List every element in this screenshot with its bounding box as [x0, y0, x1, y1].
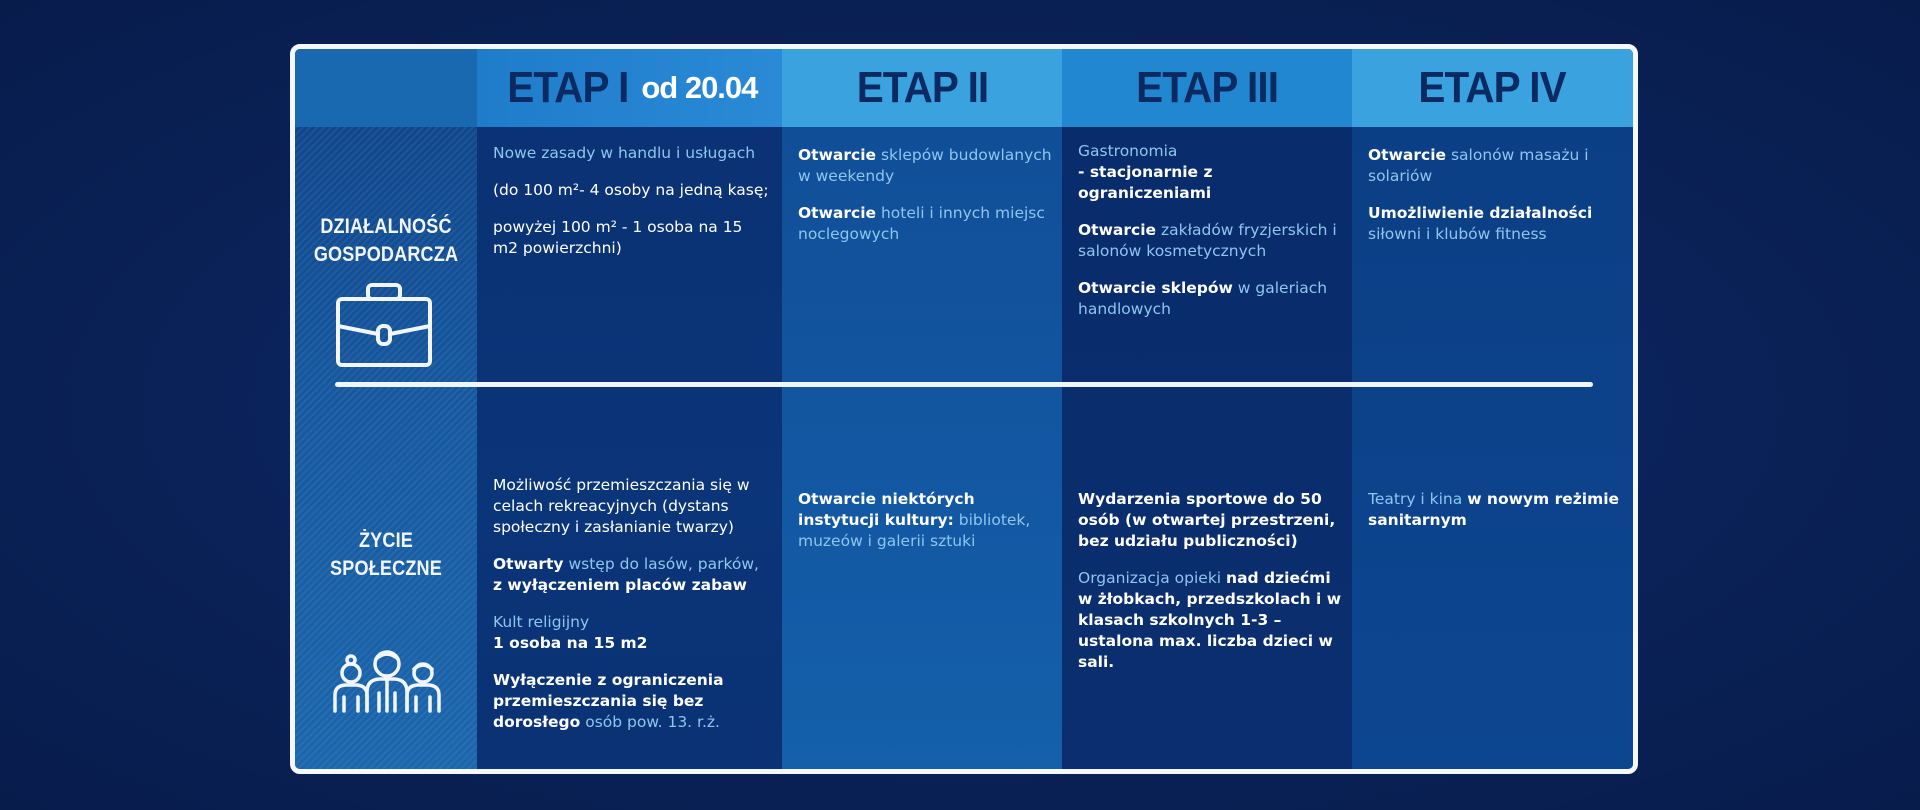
etap1-social-rest-2: z wyłączeniem placów zabaw: [493, 576, 747, 594]
etap2-business-bold-2: Otwarcie: [798, 204, 877, 222]
etap4-social-light-1: Teatry i kina: [1368, 490, 1463, 508]
etap2-business-text-2: [798, 203, 1052, 245]
etap4-business-text-1: [1368, 145, 1623, 187]
etap-4-social-cell: [1368, 489, 1623, 547]
etap1-social-light-4: osób pow. 13. r.ż.: [585, 713, 720, 731]
etap4-business-light-1: salonów masażu i solariów: [1368, 146, 1589, 185]
etap-2-social-cell: [798, 489, 1052, 568]
header-etap-1: [477, 49, 782, 127]
etap2-social-bold-1: Otwarcie niektórych instytucji kultury:: [798, 490, 975, 529]
briefcase-icon: [334, 282, 434, 368]
etap3-social-light-2: Organizacja opieki: [1078, 569, 1222, 587]
etap1-business-text-1: Nowe zasady w handlu i usługach: [493, 144, 756, 162]
header-etap-2: [782, 49, 1062, 127]
etap-3-column: [1062, 127, 1352, 769]
etap3-business-light-2: zakładów fryzjerskich i salonów kosmetycznych: [1078, 221, 1337, 260]
etap2-business-text-1: [798, 145, 1052, 187]
etap-1-date: od 20.04: [641, 70, 758, 105]
social-label-line2: SPOŁECZNE: [330, 557, 442, 580]
etap1-social-text-3: [493, 612, 772, 654]
etap-1-business-cell: [493, 143, 772, 275]
social-label-line1: ŻYCIE: [358, 529, 414, 552]
header-corner: [295, 49, 477, 127]
etap-3-social-cell: [1078, 489, 1342, 689]
etap1-social-light-2b: parków,: [697, 555, 759, 573]
etap3-business-text-1: [1078, 141, 1342, 204]
header-etap-3: [1062, 49, 1352, 127]
etap1-social-bold-4: Wyłączenie z ograniczenia przemieszczania się bez dorosłego: [493, 671, 724, 731]
etap1-social-bold-2: Otwarty: [493, 555, 564, 573]
etap3-business-text-2: [1078, 220, 1342, 262]
etap-3-title: ETAP III: [1136, 63, 1278, 112]
etap3-business-bold-3: Otwarcie sklepów: [1078, 279, 1233, 297]
etap2-social-light-1: bibliotek, muzeów i galerii sztuki: [798, 511, 1031, 550]
etap1-social-text-1: Możliwość przemieszczania się w celach rekreacyjnych (dystans społeczny i zasłanianie twarzy): [493, 476, 750, 536]
header-etap-4: [1352, 49, 1633, 127]
etap4-business-light-2: siłowni i klubów fitness: [1368, 225, 1547, 243]
etap4-business-bold-2: Umożliwienie działalności: [1368, 204, 1593, 222]
stages-table: [290, 44, 1638, 774]
etap4-business-text-2: [1368, 203, 1623, 245]
etap2-business-bold-1: Otwarcie: [798, 146, 877, 164]
etap3-business-bold-2: Otwarcie: [1078, 221, 1157, 239]
etap3-social-text-2: [1078, 568, 1342, 673]
section-label-business: [308, 213, 465, 269]
etap-4-title: ETAP IV: [1418, 63, 1567, 112]
etap1-social-text-2: [493, 554, 772, 596]
business-label-line2: GOSPODARCZA: [313, 243, 459, 266]
etap-4-column: [1352, 127, 1633, 769]
etap3-business-text-3: [1078, 278, 1342, 320]
etap2-social-text-1: [798, 489, 1052, 552]
etap2-business-light-2: hoteli i innych miejsc noclegowych: [798, 204, 1045, 243]
etap3-business-light-3: w galeriach handlowych: [1078, 279, 1328, 318]
etap1-social-light-2a: wstęp do lasów,: [568, 555, 693, 573]
etap2-business-light-1: sklepów budowlanych w weekendy: [798, 146, 1052, 185]
etap1-business-text-3: powyżej 100 m² - 1 osoba na 15 m2 powierzchni): [493, 218, 743, 257]
people-icon: [331, 647, 443, 713]
etap1-social-text-4: [493, 670, 772, 733]
etap3-social-bold-1: Wydarzenia sportowe do 50 osób (w otwartej przestrzeni, bez udziału publiczności): [1078, 490, 1336, 550]
etap1-social-light-3: Kult religijny: [493, 613, 590, 631]
etap1-social-bold-3: 1 osoba na 15 m2: [493, 634, 648, 652]
row-labels-column: [295, 127, 477, 769]
etap4-social-text-1: [1368, 489, 1623, 531]
etap-2-column: [782, 127, 1062, 769]
section-divider: [335, 382, 1593, 387]
etap3-business-bold-1: - stacjonarnie z ograniczeniami: [1078, 163, 1213, 202]
etap3-business-light-1: Gastronomia: [1078, 142, 1178, 160]
etap4-business-bold-1: Otwarcie: [1368, 146, 1447, 164]
etap-1-column: [477, 127, 782, 769]
etap-2-title: ETAP II: [856, 63, 988, 112]
etap1-business-text-2: (do 100 m²- 4 osoby na jedną kasę;: [493, 181, 769, 199]
business-label-line1: DZIAŁALNOŚĆ: [320, 215, 452, 238]
etap-3-business-cell: [1078, 141, 1342, 336]
etap-1-social-cell: [493, 475, 772, 749]
etap-1-title: ETAP I: [506, 63, 629, 112]
section-label-social: [308, 527, 465, 583]
etap-4-business-cell: [1368, 145, 1623, 261]
etap4-social-bold-1: w nowym reżimie sanitarnym: [1368, 490, 1620, 529]
etap-2-business-cell: [798, 145, 1052, 261]
etap3-social-bold-2: nad dziećmi w żłobkach, przedszkolach i w klasach szkolnych 1-3 – ustalona max. liczba dzieci w sali.: [1078, 569, 1342, 671]
